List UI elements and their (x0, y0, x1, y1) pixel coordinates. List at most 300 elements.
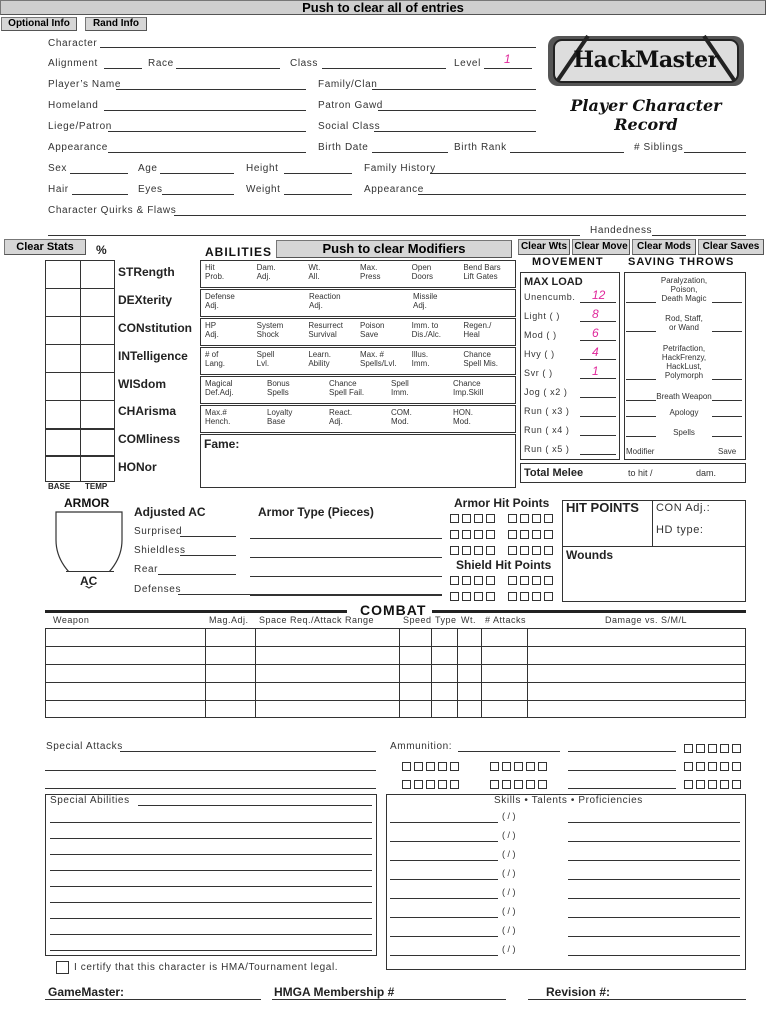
hp-checkbox[interactable] (520, 576, 529, 585)
save-value-field[interactable] (712, 302, 742, 303)
ammo-checkbox[interactable] (720, 780, 729, 789)
family-clan-label: Family/Clan (318, 79, 378, 90)
character-label: Character (48, 38, 98, 49)
skill-name-field[interactable] (390, 955, 498, 956)
movement-row-field[interactable] (580, 302, 616, 303)
save-value-field[interactable] (712, 416, 742, 417)
homeland-field[interactable] (104, 110, 306, 111)
skill-detail-field[interactable] (568, 917, 740, 918)
hp-checkbox[interactable] (450, 576, 459, 585)
save-label: Petrifaction, HackFrenzy, HackLust, Polymorph (661, 344, 707, 380)
handedness-field[interactable] (652, 235, 746, 236)
rand-info-button[interactable]: Rand Info (85, 17, 147, 31)
appearance-label: Appearance (48, 142, 108, 153)
special-abilities-field[interactable] (50, 838, 372, 839)
stat-int: INTelligence (118, 349, 188, 363)
hp-checkbox[interactable] (508, 546, 517, 555)
wounds-label: Wounds (566, 548, 614, 562)
hp-checkbox[interactable] (520, 514, 529, 523)
abilities-title: ABILITIES (205, 245, 273, 259)
ammo-checkbox[interactable] (414, 762, 423, 771)
ability-cell-2: Adj. (413, 301, 427, 310)
hp-checkbox[interactable] (508, 576, 517, 585)
ability-cell-2: Lift Gates (463, 272, 498, 281)
special-attacks-field-3[interactable] (45, 788, 376, 789)
ammo-checkbox[interactable] (438, 762, 447, 771)
ability-row (200, 376, 516, 404)
skill-name-field[interactable] (390, 917, 498, 918)
hp-checkbox[interactable] (462, 514, 471, 523)
saving-throws-title: SAVING THROWS (628, 256, 735, 268)
ammo-checkbox[interactable] (450, 780, 459, 789)
combat-grid (45, 628, 746, 718)
special-attacks-label: Special Attacks (46, 741, 123, 752)
special-abilities-field[interactable] (50, 918, 372, 919)
armor-type-field-4[interactable] (250, 595, 442, 596)
hp-checkbox[interactable] (486, 546, 495, 555)
fame-box (200, 434, 516, 488)
gamemaster-label: GameMaster: (48, 985, 125, 999)
eyes-field[interactable] (162, 194, 234, 195)
ability-cell: Illus. (411, 350, 429, 359)
hp-checkbox[interactable] (508, 514, 517, 523)
ammo-checkbox[interactable] (684, 762, 693, 771)
hp-checkbox[interactable] (532, 546, 541, 555)
certify-label: I certify that this character is HMA/Tournament legal. (74, 962, 339, 973)
alignment-field[interactable] (104, 68, 142, 69)
ability-cell: Hit (205, 263, 215, 272)
level-value: 1 (504, 52, 511, 66)
hp-checkbox[interactable] (462, 530, 471, 539)
logo-text: HackMaster (573, 47, 719, 73)
hp-checkbox[interactable] (508, 592, 517, 601)
combat-column-header: Weapon (53, 615, 90, 625)
hp-checkbox[interactable] (532, 592, 541, 601)
special-abilities-field[interactable] (50, 934, 372, 935)
hp-checkbox[interactable] (474, 514, 483, 523)
character-field[interactable] (100, 47, 536, 48)
save-value-field[interactable] (712, 331, 742, 332)
stat-com: COMliness (118, 432, 181, 446)
appearance-field[interactable] (108, 152, 306, 153)
armor-type-field-3[interactable] (250, 576, 442, 577)
level-field[interactable] (484, 68, 532, 69)
ammo-checkbox[interactable] (526, 780, 535, 789)
race-field[interactable] (176, 68, 280, 69)
ammo-checkbox[interactable] (402, 780, 411, 789)
special-abilities-field[interactable] (50, 854, 372, 855)
special-abilities-field[interactable] (50, 950, 372, 951)
clear-move-button[interactable]: Clear Move (572, 239, 630, 255)
ability-row (200, 318, 516, 346)
hp-checkbox[interactable] (520, 546, 529, 555)
social-class-label: Social Class (318, 121, 381, 132)
combat-row-line (45, 700, 746, 701)
optional-info-button[interactable]: Optional Info (1, 17, 77, 31)
ammunition-field-4[interactable] (568, 788, 676, 789)
skills-box (386, 794, 746, 970)
special-abilities-field[interactable] (50, 822, 372, 823)
ability-cell-2: Shock (256, 330, 279, 339)
social-class-field[interactable] (374, 131, 536, 132)
combat-column-header: Space Req./Attack Range (259, 615, 375, 625)
birth-rank-field[interactable] (510, 152, 624, 153)
birth-rank-label: Birth Rank (454, 142, 507, 153)
special-abilities-field[interactable] (138, 805, 372, 806)
hp-checkbox[interactable] (532, 530, 541, 539)
armor-hp-label: Armor Hit Points (454, 496, 550, 510)
stat-hon: HONor (118, 460, 157, 474)
combat-col-line (205, 628, 206, 718)
skill-detail-field[interactable] (568, 822, 740, 823)
movement-row-label: Unencumb. (524, 292, 576, 302)
special-attacks-field-2[interactable] (45, 770, 376, 771)
ability-cell: Chance (453, 379, 481, 388)
siblings-field[interactable] (684, 152, 746, 153)
age-field[interactable] (160, 173, 234, 174)
ammunition-field-2[interactable] (568, 751, 676, 752)
ammo-checkbox[interactable] (526, 762, 535, 771)
ability-cell: Bend Bars (463, 263, 501, 272)
liege-patron-label: Liege/Patron (48, 121, 112, 132)
appearance2-field[interactable] (418, 194, 746, 195)
ammo-checkbox[interactable] (696, 762, 705, 771)
ability-cell-2: Doors (411, 272, 433, 281)
hp-checkbox[interactable] (474, 592, 483, 601)
clear-modifiers-button[interactable]: Push to clear Modifiers (276, 240, 512, 258)
movement-row-field[interactable] (580, 340, 616, 341)
surprised-label: Surprised (134, 526, 183, 537)
skill-detail-field[interactable] (568, 936, 740, 937)
ammo-checkbox[interactable] (708, 744, 717, 753)
movement-row-field[interactable] (580, 435, 616, 436)
hp-checkbox[interactable] (462, 576, 471, 585)
clear-all-button[interactable]: Push to clear all of entries (0, 0, 766, 15)
movement-row-field[interactable] (580, 416, 616, 417)
ammo-checkbox[interactable] (696, 744, 705, 753)
ammo-checkbox[interactable] (490, 780, 499, 789)
save-modifier-field[interactable] (626, 416, 656, 417)
armor-type-label: Armor Type (Pieces) (258, 505, 374, 519)
hp-checkbox[interactable] (520, 592, 529, 601)
skill-detail-field[interactable] (568, 879, 740, 880)
stat-dex: DEXterity (118, 293, 173, 307)
ammo-checkbox[interactable] (732, 780, 741, 789)
birth-date-field[interactable] (372, 152, 448, 153)
hp-checkbox[interactable] (462, 546, 471, 555)
skill-paren: ( / ) (502, 925, 516, 935)
ammo-checkbox[interactable] (684, 744, 693, 753)
gamemaster-field[interactable] (45, 999, 261, 1000)
clear-wts-button[interactable]: Clear Wts (518, 239, 570, 255)
save-label: Apology (669, 408, 699, 417)
clear-saves-button[interactable]: Clear Saves (698, 239, 764, 255)
skill-detail-field[interactable] (568, 898, 740, 899)
revision-field[interactable] (528, 999, 746, 1000)
movement-row-label: Hvy ( ) (524, 349, 555, 359)
fame-label: Fame: (204, 437, 240, 451)
special-abilities-field[interactable] (50, 902, 372, 903)
surprised-field[interactable] (180, 536, 236, 537)
movement-row-field[interactable] (580, 321, 616, 322)
hp-checkbox[interactable] (486, 576, 495, 585)
hp-checkbox[interactable] (544, 576, 553, 585)
hp-checkbox[interactable] (462, 592, 471, 601)
weight-label: Weight (246, 184, 281, 195)
sex-label: Sex (48, 163, 68, 174)
ability-cell: HON. (453, 408, 473, 417)
ammo-checkbox[interactable] (732, 744, 741, 753)
ability-cell-2: Imm. (391, 388, 409, 397)
quirks-field-2[interactable] (48, 235, 580, 236)
ability-cell-2: Mod. (391, 417, 409, 426)
movement-row-label: Svr ( ) (524, 368, 553, 378)
ability-cell: Poison (360, 321, 385, 330)
ability-row (200, 289, 516, 317)
save-modifier-field[interactable] (626, 436, 656, 437)
ability-cell-2: Def.Adj. (205, 388, 234, 397)
ability-cell-2: Spells (267, 388, 289, 397)
rear-field[interactable] (158, 574, 236, 575)
ammo-checkbox[interactable] (426, 762, 435, 771)
ability-cell: Bonus (267, 379, 290, 388)
ability-cell-2: Spell Mis. (463, 359, 499, 368)
clear-mods-button[interactable]: Clear Mods (632, 239, 696, 255)
movement-row-field[interactable] (580, 359, 616, 360)
revision-label: Revision #: (546, 985, 611, 999)
stat-con: CONstitution (118, 321, 192, 335)
ammo-checkbox[interactable] (502, 780, 511, 789)
armor-type-field-2[interactable] (250, 557, 442, 558)
ammo-checkbox[interactable] (538, 780, 547, 789)
special-attacks-field-1[interactable] (120, 751, 376, 752)
ammo-checkbox[interactable] (708, 762, 717, 771)
ammo-checkbox[interactable] (514, 780, 523, 789)
ammo-checkbox[interactable] (450, 762, 459, 771)
family-clan-field[interactable] (372, 89, 536, 90)
patron-gawd-field[interactable] (378, 110, 536, 111)
skill-name-field[interactable] (390, 898, 498, 899)
abilities-table (200, 260, 516, 432)
ability-cell: Imm. to (411, 321, 439, 330)
hp-checkbox[interactable] (532, 576, 541, 585)
ability-cell: HP (205, 321, 217, 330)
stat-cha: CHArisma (118, 404, 177, 418)
skill-paren: ( / ) (502, 868, 516, 878)
movement-row-field[interactable] (580, 378, 616, 379)
hmga-label: HMGA Membership # (274, 985, 395, 999)
ability-cell-2: Imm. (411, 359, 430, 368)
ability-cell-2: Imp.Skill (453, 388, 484, 397)
hair-field[interactable] (72, 194, 128, 195)
save-value-field[interactable] (712, 379, 742, 380)
combat-column-header: Damage vs. S/M/L (605, 615, 688, 625)
hp-checkbox[interactable] (486, 530, 495, 539)
save-modifier-field[interactable] (626, 302, 656, 303)
class-field[interactable] (322, 68, 446, 69)
ammo-checkbox[interactable] (708, 780, 717, 789)
ability-cell: Defense (205, 292, 235, 301)
save-label: Breath Weapon (656, 392, 712, 401)
combat-col-line (431, 628, 432, 718)
movement-row-value: 1 (592, 364, 599, 378)
skill-name-field[interactable] (390, 822, 498, 823)
combat-row-line (45, 682, 746, 683)
hp-checkbox[interactable] (544, 514, 553, 523)
ability-cell-2: Dis./Alc. (411, 330, 441, 339)
skill-paren: ( / ) (502, 849, 516, 859)
birth-date-label: Birth Date (318, 142, 369, 153)
defenses-label: Defenses (134, 584, 182, 595)
ammo-checkbox[interactable] (684, 780, 693, 789)
skill-name-field[interactable] (390, 860, 498, 861)
quirks-label: Character Quirks & Flaws (48, 205, 177, 216)
save-value-field[interactable] (712, 436, 742, 437)
ammo-checkbox[interactable] (438, 780, 447, 789)
ability-cell-2: Heal (463, 330, 480, 339)
movement-row-label: Jog ( x2 ) (524, 387, 568, 397)
hp-checkbox[interactable] (486, 514, 495, 523)
special-abilities-field[interactable] (50, 886, 372, 887)
ammo-checkbox[interactable] (502, 762, 511, 771)
hp-checkbox[interactable] (450, 546, 459, 555)
skill-name-field[interactable] (390, 936, 498, 937)
combat-col-line (527, 628, 528, 718)
skill-name-field[interactable] (390, 841, 498, 842)
hp-checkbox[interactable] (520, 530, 529, 539)
combat-col-line (399, 628, 400, 718)
appearance2-label: Appearance (364, 184, 424, 195)
hp-checkbox[interactable] (450, 592, 459, 601)
players-name-field[interactable] (116, 89, 306, 90)
clear-stats-button[interactable]: Clear Stats (4, 239, 86, 255)
save-modifier-field[interactable] (626, 331, 656, 332)
quirks-field[interactable] (174, 215, 746, 216)
movement-row-value: 4 (592, 345, 599, 359)
ability-cell: Spell (256, 350, 275, 359)
skill-detail-field[interactable] (568, 860, 740, 861)
hmga-field[interactable] (272, 999, 506, 1000)
ammo-checkbox[interactable] (720, 762, 729, 771)
ammo-checkbox[interactable] (490, 762, 499, 771)
combat-row-line (45, 664, 746, 665)
movement-row-value: 8 (592, 307, 599, 321)
save-modifier-field[interactable] (626, 379, 656, 380)
ability-cell: Learn. (308, 350, 332, 359)
hp-checkbox[interactable] (474, 530, 483, 539)
hp-checkbox[interactable] (450, 514, 459, 523)
ability-cell-2: Spell Fail. (329, 388, 365, 397)
hp-checkbox[interactable] (544, 530, 553, 539)
ammo-checkbox[interactable] (732, 762, 741, 771)
ability-cell-2: Survival (308, 330, 337, 339)
save-label: Paralyzation, Poison, Death Magic (660, 276, 708, 303)
ammo-checkbox[interactable] (514, 762, 523, 771)
hp-checkbox[interactable] (532, 514, 541, 523)
ammo-checkbox[interactable] (414, 780, 423, 789)
ability-cell-2: Adj. (329, 417, 343, 426)
ability-cell: System (256, 321, 284, 330)
ammunition-field[interactable] (458, 751, 560, 752)
ability-row (200, 347, 516, 375)
hp-checkbox[interactable] (474, 546, 483, 555)
temp-label: TEMP (85, 482, 108, 491)
skill-paren: ( / ) (502, 906, 516, 916)
ability-cell-2: Save (360, 330, 379, 339)
skill-detail-field[interactable] (568, 841, 740, 842)
armor-type-field-1[interactable] (250, 538, 442, 539)
defenses-field[interactable] (178, 594, 442, 595)
hp-checkbox[interactable] (486, 592, 495, 601)
liege-patron-field[interactable] (108, 131, 306, 132)
ability-cell-2: Mod. (453, 417, 471, 426)
ammo-checkbox[interactable] (538, 762, 547, 771)
hp-checkbox[interactable] (544, 592, 553, 601)
weight-field[interactable] (284, 194, 352, 195)
ammo-checkbox[interactable] (720, 744, 729, 753)
ability-cell: Loyalty (267, 408, 293, 417)
ammo-checkbox[interactable] (426, 780, 435, 789)
combat-col-line (255, 628, 256, 718)
save-value-field[interactable] (712, 400, 742, 401)
movement-row-label: Run ( x3 ) (524, 406, 570, 416)
save-label: Spells (673, 428, 695, 437)
ability-cell: Missile (413, 292, 438, 301)
stat-str: STRength (118, 265, 175, 279)
movement-row-field[interactable] (580, 397, 616, 398)
hp-checkbox[interactable] (544, 546, 553, 555)
movement-row-field[interactable] (580, 454, 616, 455)
hp-checkbox[interactable] (508, 530, 517, 539)
movement-row-label: Mod ( ) (524, 330, 557, 340)
armor-title: ARMOR (64, 496, 110, 510)
skill-name-field[interactable] (390, 879, 498, 880)
save-modifier-field[interactable] (626, 400, 656, 401)
hp-checkbox[interactable] (474, 576, 483, 585)
ability-cell: COM. (391, 408, 412, 417)
ammunition-field-3[interactable] (568, 770, 676, 771)
skill-paren: ( / ) (502, 830, 516, 840)
stat-wis: WISdom (118, 377, 166, 391)
special-abilities-field[interactable] (50, 870, 372, 871)
stats-grid (45, 260, 115, 482)
ability-cell-2: Prob. (205, 272, 225, 281)
ability-cell-2: Adj. (205, 301, 219, 310)
ability-cell: Max.# (205, 408, 227, 417)
hp-checkbox[interactable] (450, 530, 459, 539)
ability-row (200, 405, 516, 433)
to-hit-label: to hit / (628, 468, 653, 478)
age-label: Age (138, 163, 158, 174)
skill-paren: ( / ) (502, 811, 516, 821)
ammo-checkbox[interactable] (696, 780, 705, 789)
sex-field[interactable] (70, 173, 128, 174)
ability-cell: Magical (205, 379, 233, 388)
ammo-checkbox[interactable] (402, 762, 411, 771)
ability-cell-2: Spells/Lvl. (360, 359, 397, 368)
family-history-field[interactable] (430, 173, 746, 174)
hair-label: Hair (48, 184, 69, 195)
ability-cell-2: Ability (308, 359, 330, 368)
shieldless-field[interactable] (180, 555, 236, 556)
height-field[interactable] (284, 173, 352, 174)
skill-detail-field[interactable] (568, 955, 740, 956)
certify-checkbox[interactable] (56, 961, 69, 974)
percent-label: % (96, 243, 107, 257)
ability-row (200, 260, 516, 288)
ability-cell: React. (329, 408, 353, 417)
ability-cell-2: All. (308, 272, 320, 281)
